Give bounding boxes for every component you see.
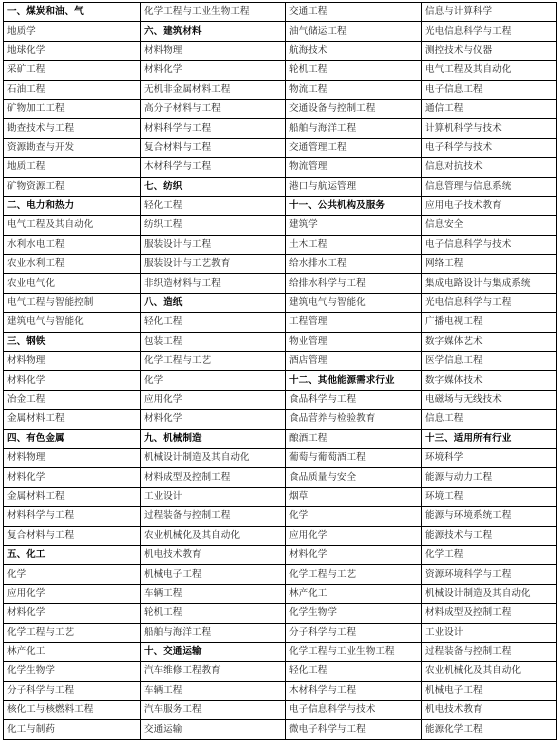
major-cell: 电子信息科学与技术: [286, 701, 422, 720]
major-cell: 农业机械化及其自动化: [141, 526, 286, 545]
major-cell: 轻化工程: [141, 196, 286, 215]
category-header-cell: 四、有色金属: [4, 429, 141, 448]
major-cell: 化学工程与工艺: [4, 623, 141, 642]
category-header-cell: 九、机械制造: [141, 429, 286, 448]
major-cell: 化学工程与工业生物工程: [286, 642, 422, 661]
major-cell: 轻化工程: [286, 662, 422, 681]
major-cell: 微电子科学与工程: [286, 720, 422, 739]
table-row: [4, 352, 557, 371]
major-cell: 电子信息工程: [422, 80, 557, 99]
major-cell: 材料物理: [4, 448, 141, 467]
table-row: [4, 196, 557, 215]
major-cell: 电气工程与智能控制: [4, 293, 141, 312]
major-cell: 材料成型及控制工程: [141, 468, 286, 487]
major-cell: 数字媒体技术: [422, 371, 557, 390]
major-cell: 材料化学: [4, 468, 141, 487]
major-cell: 金属材料工程: [4, 487, 141, 506]
major-cell: 化学工程: [422, 545, 557, 564]
major-cell: 勘查技术与工程: [4, 119, 141, 138]
table-row: [4, 681, 557, 700]
major-cell: 应用化学: [286, 526, 422, 545]
major-cell: 过程装备与控制工程: [141, 507, 286, 526]
major-cell: 化学生物学: [286, 604, 422, 623]
table-row: [4, 701, 557, 720]
major-cell: 交通管理工程: [286, 138, 422, 157]
major-cell: 建筑电气与智能化: [4, 313, 141, 332]
table-row: [4, 80, 557, 99]
major-cell: 汽车维修工程教育: [141, 662, 286, 681]
table-row: [4, 468, 557, 487]
table-row: [4, 22, 557, 41]
major-cell: 化学工程与工艺: [286, 565, 422, 584]
category-header-cell: 七、纺织: [141, 177, 286, 196]
major-cell: 木材科学与工程: [286, 681, 422, 700]
major-cell: 物业管理: [286, 332, 422, 351]
major-cell: 计算机科学与技术: [422, 119, 557, 138]
major-cell: 服装设计与工艺教育: [141, 255, 286, 274]
table-row: [4, 119, 557, 138]
major-cell: 化学: [141, 371, 286, 390]
major-cell: 纺织工程: [141, 216, 286, 235]
specialty-table-body: [4, 3, 557, 740]
major-cell: 环境科学: [422, 448, 557, 467]
major-cell: 机械设计制造及其自动化: [422, 584, 557, 603]
major-cell: 光电信息科学与工程: [422, 22, 557, 41]
specialty-table: [3, 2, 557, 740]
major-cell: 化学工程与工艺: [141, 352, 286, 371]
major-cell: 信息安全: [422, 216, 557, 235]
table-row: [4, 487, 557, 506]
major-cell: 酿酒工程: [286, 429, 422, 448]
major-cell: 材料科学与工程: [141, 119, 286, 138]
major-cell: 机械电子工程: [422, 681, 557, 700]
major-cell: 烟草: [286, 487, 422, 506]
major-cell: 电子信息科学与技术: [422, 235, 557, 254]
major-cell: 能源技术与工程: [422, 526, 557, 545]
major-cell: 过程装备与控制工程: [422, 642, 557, 661]
major-cell: 材料化学: [286, 545, 422, 564]
major-cell: 建筑电气与智能化: [286, 293, 422, 312]
table-row: [4, 565, 557, 584]
table-row: [4, 545, 557, 564]
major-cell: 石油工程: [4, 80, 141, 99]
table-row: [4, 604, 557, 623]
major-cell: 工业设计: [422, 623, 557, 642]
major-cell: 非织造材料与工程: [141, 274, 286, 293]
major-cell: 信息与计算科学: [422, 3, 557, 22]
category-header-cell: 二、电力和热力: [4, 196, 141, 215]
major-cell: 金属材料工程: [4, 410, 141, 429]
major-cell: 化工与制药: [4, 720, 141, 739]
category-header-cell: 一、煤炭和油、气: [4, 3, 141, 22]
major-cell: 材料物理: [4, 352, 141, 371]
major-cell: 采矿工程: [4, 61, 141, 80]
major-cell: 信息工程: [422, 410, 557, 429]
major-cell: 工业设计: [141, 487, 286, 506]
major-cell: 酒店管理: [286, 352, 422, 371]
table-row: [4, 662, 557, 681]
major-cell: 机械电子工程: [141, 565, 286, 584]
major-cell: 集成电路设计与集成系统: [422, 274, 557, 293]
major-cell: 能源化学工程: [422, 720, 557, 739]
major-cell: 信息管理与信息系统: [422, 177, 557, 196]
category-header-cell: 五、化工: [4, 545, 141, 564]
major-cell: 应用化学: [141, 390, 286, 409]
table-row: [4, 332, 557, 351]
major-cell: 化学生物学: [4, 662, 141, 681]
major-cell: 机电技术教育: [141, 545, 286, 564]
major-cell: 能源与动力工程: [422, 468, 557, 487]
major-cell: 食品营养与检验教育: [286, 410, 422, 429]
major-cell: 资源环境科学与工程: [422, 565, 557, 584]
table-row: [4, 138, 557, 157]
category-header-cell: 十二、其他能源需求行业: [286, 371, 422, 390]
major-cell: 航海技术: [286, 41, 422, 60]
major-cell: 核化工与核燃料工程: [4, 701, 141, 720]
major-cell: 林产化工: [4, 642, 141, 661]
major-cell: 化学: [286, 507, 422, 526]
major-cell: 复合材料与工程: [141, 138, 286, 157]
major-cell: 油气储运工程: [286, 22, 422, 41]
major-cell: 轮机工程: [141, 604, 286, 623]
major-cell: 交通设备与控制工程: [286, 99, 422, 118]
table-row: [4, 158, 557, 177]
major-cell: 医学信息工程: [422, 352, 557, 371]
major-cell: 资源勘查与开发: [4, 138, 141, 157]
major-cell: 高分子材料与工程: [141, 99, 286, 118]
major-cell: 复合材料与工程: [4, 526, 141, 545]
major-cell: 电气工程及其自动化: [422, 61, 557, 80]
table-row: [4, 293, 557, 312]
major-cell: 机械设计制造及其自动化: [141, 448, 286, 467]
table-row: [4, 313, 557, 332]
major-cell: 能源与环境系统工程: [422, 507, 557, 526]
major-cell: 机电技术教育: [422, 701, 557, 720]
major-cell: 光电信息科学与工程: [422, 293, 557, 312]
table-row: [4, 429, 557, 448]
major-cell: 应用化学: [4, 584, 141, 603]
table-row: [4, 584, 557, 603]
major-cell: 材料化学: [4, 604, 141, 623]
major-cell: 食品科学与工程: [286, 390, 422, 409]
major-cell: 物流管理: [286, 158, 422, 177]
major-cell: 交通运输: [141, 720, 286, 739]
major-cell: 工程管理: [286, 313, 422, 332]
major-cell: 分子科学与工程: [286, 623, 422, 642]
table-row: [4, 720, 557, 739]
major-cell: 土木工程: [286, 235, 422, 254]
major-cell: 环境工程: [422, 487, 557, 506]
major-cell: 轻化工程: [141, 313, 286, 332]
major-cell: 电气工程及其自动化: [4, 216, 141, 235]
major-cell: 材料物理: [141, 41, 286, 60]
major-cell: 食品质量与安全: [286, 468, 422, 487]
major-cell: 农业电气化: [4, 274, 141, 293]
major-cell: 电磁场与无线技术: [422, 390, 557, 409]
table-row: [4, 235, 557, 254]
table-row: [4, 61, 557, 80]
table-row: [4, 507, 557, 526]
major-cell: 车辆工程: [141, 584, 286, 603]
table-row: [4, 642, 557, 661]
major-cell: 地质学: [4, 22, 141, 41]
major-cell: 数字媒体艺术: [422, 332, 557, 351]
major-cell: 给水排水工程: [286, 255, 422, 274]
major-cell: 无机非金属材料工程: [141, 80, 286, 99]
table-row: [4, 623, 557, 642]
major-cell: 分子科学与工程: [4, 681, 141, 700]
major-cell: 应用电子技术教育: [422, 196, 557, 215]
major-cell: 地球化学: [4, 41, 141, 60]
major-cell: 船舶与海洋工程: [141, 623, 286, 642]
major-cell: 港口与航运管理: [286, 177, 422, 196]
major-cell: 地质工程: [4, 158, 141, 177]
major-cell: 材料化学: [4, 371, 141, 390]
category-header-cell: 十、交通运输: [141, 642, 286, 661]
major-cell: 材料化学: [141, 410, 286, 429]
major-cell: 车辆工程: [141, 681, 286, 700]
major-cell: 冶金工程: [4, 390, 141, 409]
major-cell: 包装工程: [141, 332, 286, 351]
table-row: [4, 99, 557, 118]
category-header-cell: 十一、公共机构及服务: [286, 196, 422, 215]
category-header-cell: 三、钢铁: [4, 332, 141, 351]
major-cell: 物流工程: [286, 80, 422, 99]
major-cell: 材料成型及控制工程: [422, 604, 557, 623]
major-cell: 农业机械化及其自动化: [422, 662, 557, 681]
major-cell: 广播电视工程: [422, 313, 557, 332]
table-row: [4, 216, 557, 235]
table-row: [4, 390, 557, 409]
table-row: [4, 255, 557, 274]
major-cell: 葡萄与葡萄酒工程: [286, 448, 422, 467]
table-row: [4, 3, 557, 22]
major-cell: 服装设计与工程: [141, 235, 286, 254]
major-cell: 林产化工: [286, 584, 422, 603]
major-cell: 轮机工程: [286, 61, 422, 80]
major-cell: 通信工程: [422, 99, 557, 118]
major-cell: 信息对抗技术: [422, 158, 557, 177]
major-cell: 测控技术与仪器: [422, 41, 557, 60]
major-cell: 材料科学与工程: [4, 507, 141, 526]
major-cell: 给排水科学与工程: [286, 274, 422, 293]
major-cell: 船舶与海洋工程: [286, 119, 422, 138]
major-cell: 水利水电工程: [4, 235, 141, 254]
category-header-cell: 八、造纸: [141, 293, 286, 312]
category-header-cell: 六、建筑材料: [141, 22, 286, 41]
major-cell: 矿物加工工程: [4, 99, 141, 118]
major-cell: 汽车服务工程: [141, 701, 286, 720]
table-row: [4, 41, 557, 60]
major-cell: 网络工程: [422, 255, 557, 274]
category-header-cell: 十三、适用所有行业: [422, 429, 557, 448]
table-row: [4, 177, 557, 196]
table-row: [4, 526, 557, 545]
major-cell: 电子科学与技术: [422, 138, 557, 157]
major-cell: 矿物资源工程: [4, 177, 141, 196]
major-cell: 农业水利工程: [4, 255, 141, 274]
table-row: [4, 274, 557, 293]
major-cell: 化学: [4, 565, 141, 584]
table-row: [4, 448, 557, 467]
major-cell: 化学工程与工业生物工程: [141, 3, 286, 22]
major-cell: 建筑学: [286, 216, 422, 235]
table-row: [4, 410, 557, 429]
major-cell: 交通工程: [286, 3, 422, 22]
table-row: [4, 371, 557, 390]
major-cell: 木材科学与工程: [141, 158, 286, 177]
major-cell: 材料化学: [141, 61, 286, 80]
